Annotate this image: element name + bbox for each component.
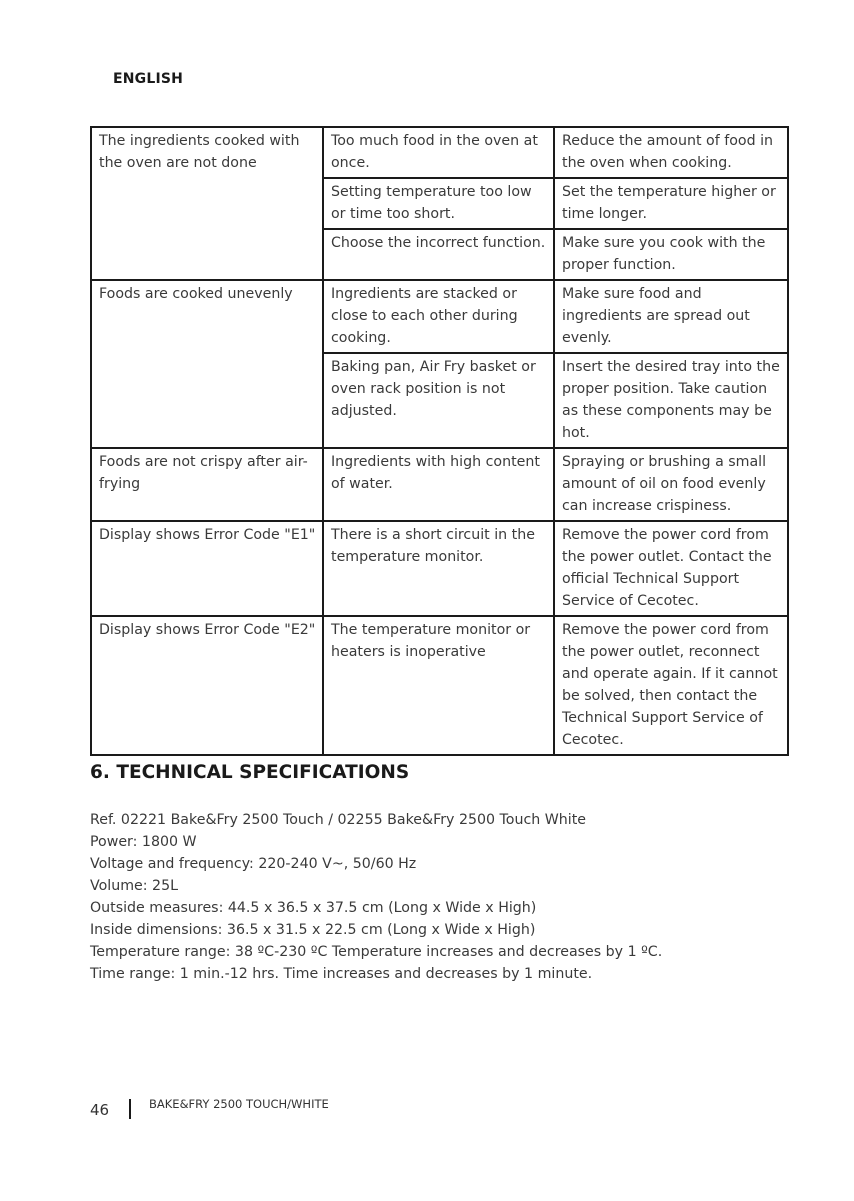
cause-cell: Baking pan, Air Fry basket or oven rack position is not adjusted. [323,353,554,448]
spec-line: Volume: 25L [90,878,179,894]
solution-cell: Make sure food and ingredients are spread out evenly. [554,280,788,353]
spec-line: Voltage and frequency: 220-240 V~, 50/60 Hz [90,856,417,872]
problem-cell: Foods are not crispy after air-frying [91,448,323,521]
cause-cell: Too much food in the oven at once. [323,127,554,178]
solution-cell: Insert the desired tray into the proper position. Take caution as these components may be hot. [554,353,788,448]
footer-divider [129,1099,131,1119]
table-row [91,127,788,178]
cause-cell: Ingredients with high content of water. [323,448,554,521]
spec-line: Power: 1800 W [90,834,197,850]
cause-cell: Choose the incorrect function. [323,229,554,280]
solution-cell: Remove the power cord from the power outlet, reconnect and operate again. If it cannot be solved, then contact the Technical Support Service of Cecotec. [554,616,788,755]
problem-cell: Display shows Error Code "E2" [91,616,323,755]
section-title: 6. TECHNICAL SPECIFICATIONS [90,762,410,783]
spec-line: Outside measures: 44.5 x 36.5 x 37.5 cm (Long x Wide x High) [90,900,537,916]
table-row [91,448,788,521]
spec-line: Temperature range: 38 ºC-230 ºC Temperature increases and decreases by 1 ºC. [90,944,663,960]
table-row [91,616,788,755]
table-row [91,521,788,616]
cause-cell: The temperature monitor or heaters is inoperative [323,616,554,755]
solution-cell: Spraying or brushing a small amount of oil on food evenly can increase crispiness. [554,448,788,521]
solution-cell: Remove the power cord from the power outlet. Contact the official Technical Support Service of Cecotec. [554,521,788,616]
solution-cell: Reduce the amount of food in the oven when cooking. [554,127,788,178]
cause-cell: Setting temperature too low or time too short. [323,178,554,229]
footer-product-name: BAKE&FRY 2500 TOUCH/WHITE [149,1097,329,1111]
spec-line: Time range: 1 min.-12 hrs. Time increases and decreases by 1 minute. [90,966,593,982]
header-language: ENGLISH [113,71,184,87]
troubleshooting-table [90,126,789,756]
table-row [91,280,788,353]
spec-line: Ref. 02221 Bake&Fry 2500 Touch / 02255 Bake&Fry 2500 Touch White [90,812,587,828]
page-number: 46 [90,1101,110,1119]
problem-cell: Foods are cooked unevenly [91,280,323,448]
problem-cell: Display shows Error Code "E1" [91,521,323,616]
solution-cell: Make sure you cook with the proper function. [554,229,788,280]
problem-cell: The ingredients cooked with the oven are not done [91,127,323,280]
specifications-list [90,809,662,985]
spec-line: Inside dimensions: 36.5 x 31.5 x 22.5 cm (Long x Wide x High) [90,922,536,938]
cause-cell: Ingredients are stacked or close to each other during cooking. [323,280,554,353]
cause-cell: There is a short circuit in the temperature monitor. [323,521,554,616]
solution-cell: Set the temperature higher or time longer. [554,178,788,229]
